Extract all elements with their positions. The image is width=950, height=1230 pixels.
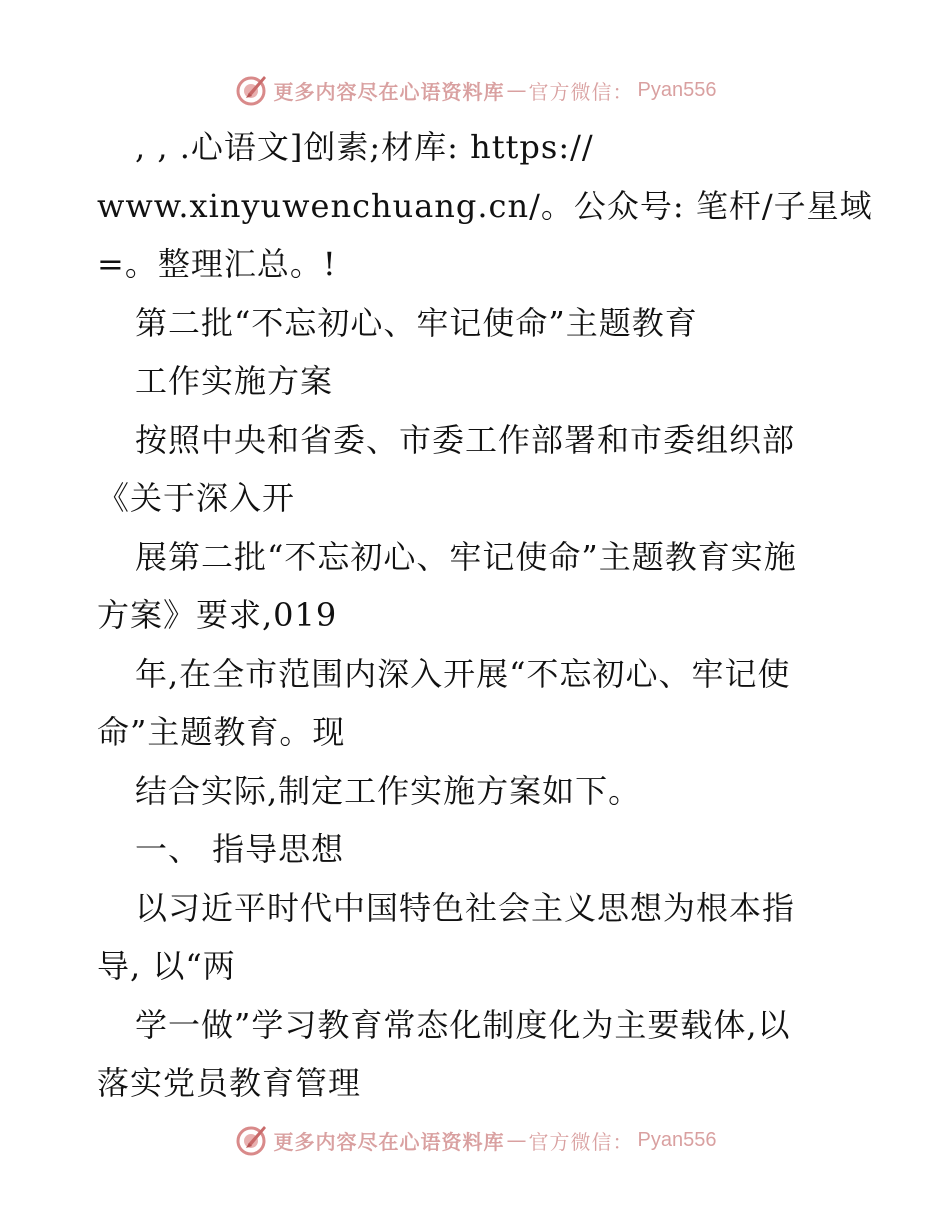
- text-line: 按照中央和省委、市委工作部署和市委组织部: [135, 420, 796, 459]
- document-body: [97, 118, 873, 1113]
- text-line: 展第二批“不忘初心、牢记使命”主题教育实施: [135, 537, 797, 576]
- text-line: =。整理汇总。!: [97, 245, 337, 283]
- watermark-id: Pyan556: [637, 1128, 717, 1151]
- text-line: , , .心语文]创素;材库: https://: [135, 128, 594, 166]
- watermark-dash: —: [506, 1128, 527, 1152]
- document-title: 第二批“不忘初心、牢记使命”主题教育: [135, 303, 698, 342]
- watermark-official: 官方微信：: [528, 1129, 634, 1154]
- quill-logo-icon: [234, 1122, 270, 1158]
- text-line: 命”主题教育。现: [97, 713, 346, 751]
- header-watermark: [0, 70, 950, 110]
- watermark-brand: 更多内容尽在心语资料库: [273, 79, 505, 104]
- text-line: 导, 以“两: [97, 947, 236, 985]
- footer-watermark: [0, 1120, 950, 1160]
- text-line: 学一做”学习教育常态化制度化为主要载体,以: [135, 1005, 791, 1044]
- text-line: 以习近平时代中国特色社会主义思想为根本指: [135, 888, 796, 927]
- text-line: 落实党员教育管理: [97, 1064, 362, 1102]
- quill-logo-icon: [234, 72, 270, 108]
- section-heading: 一、 指导思想: [135, 830, 345, 868]
- watermark-brand: 更多内容尽在心语资料库: [273, 1129, 505, 1154]
- watermark-id: Pyan556: [637, 78, 717, 101]
- text-line: 方案》要求,019: [97, 596, 338, 634]
- watermark-dash: —: [506, 78, 527, 102]
- text-line: www.xinyuwenchuang.cn/。公众号: 笔杆/子星域: [97, 186, 873, 225]
- text-line: 结合实际,制定工作实施方案如下。: [135, 771, 642, 810]
- document-subtitle: 工作实施方案: [135, 362, 334, 400]
- text-line: 年,在全市范围内深入开展“不忘初心、牢记使: [135, 654, 791, 693]
- text-line: 《关于深入开: [97, 479, 296, 517]
- watermark-official: 官方微信：: [528, 79, 634, 104]
